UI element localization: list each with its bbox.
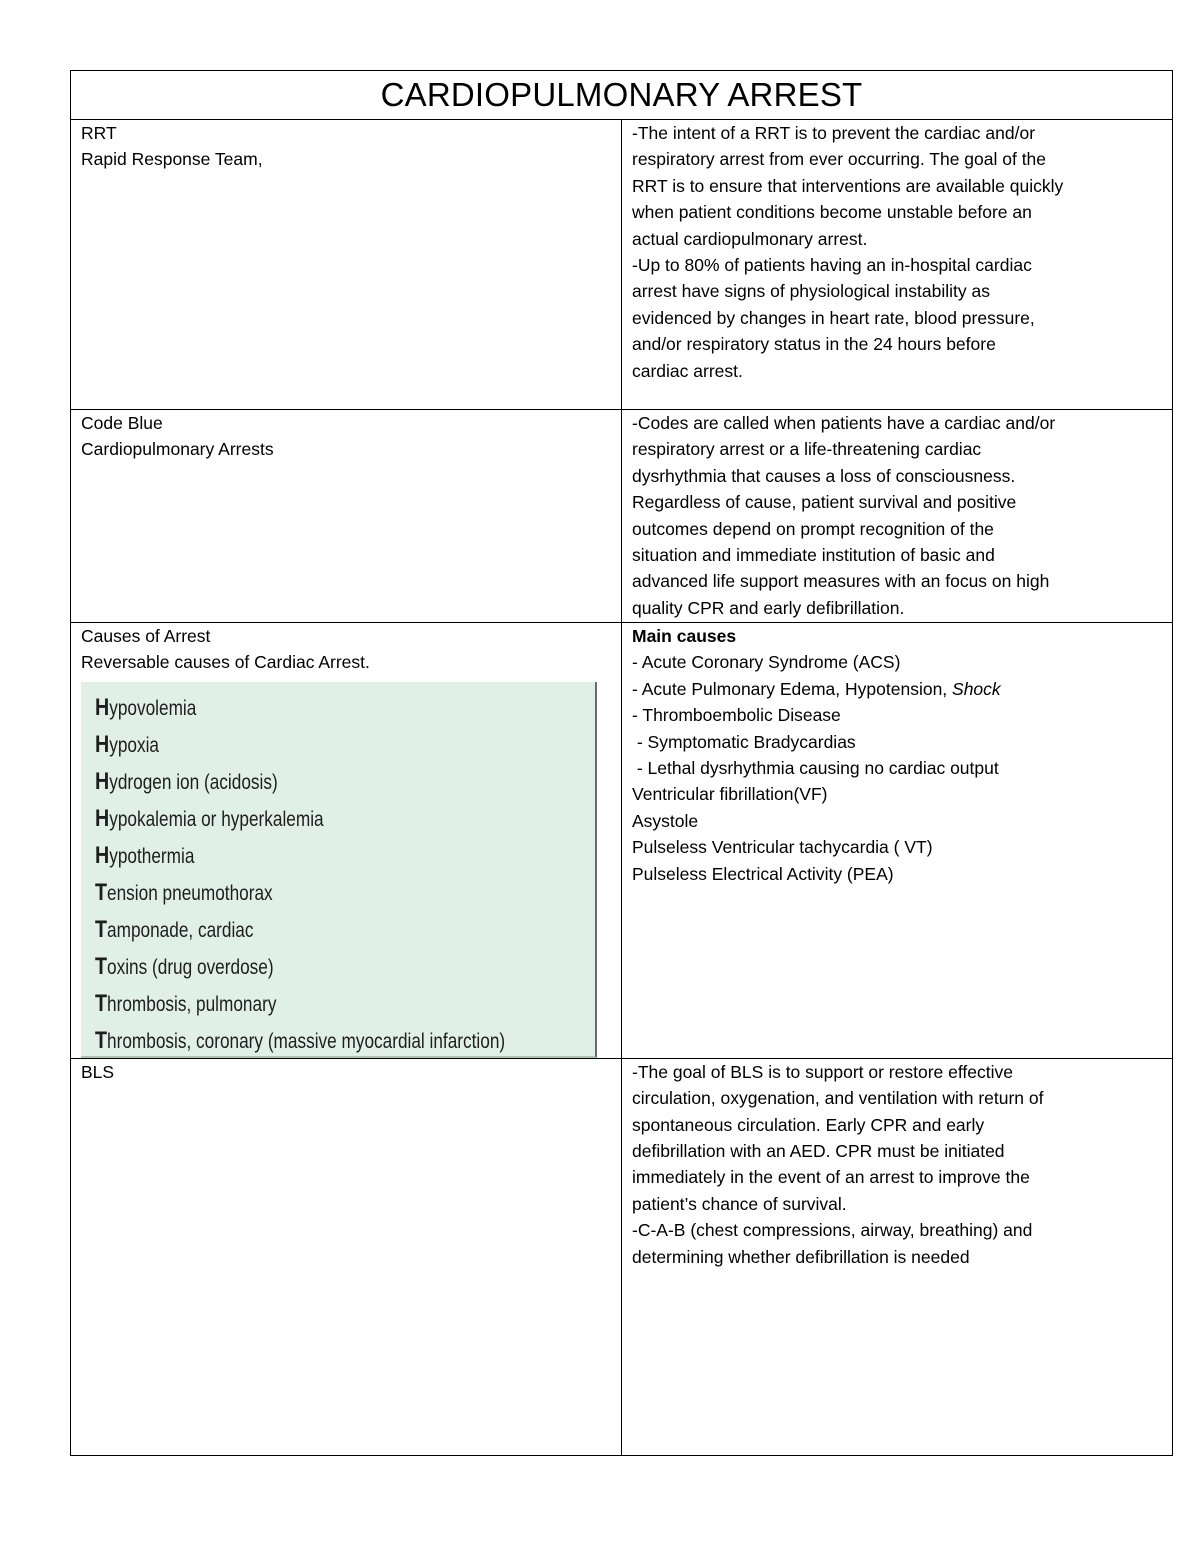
term-cell (71, 1058, 622, 1455)
term-cell (71, 410, 622, 623)
definition-line: patient’s chance of survival. (632, 1193, 847, 1214)
definition-line: advanced life support measures with an focus on high (632, 571, 1050, 592)
document-page (70, 70, 1173, 1456)
definition-line: -The intent of a RRT is to prevent the cardiac and/or (632, 123, 1036, 143)
term-line: Reversable causes of Cardiac Arrest. (81, 652, 370, 673)
table-row-code-blue (71, 410, 1173, 623)
definition-line: situation and immediate institution of basic and (632, 545, 995, 566)
definition-line: RRT is to ensure that interventions are available quickly (632, 175, 1064, 196)
cause-item: Hypokalemia or hyperkalemia (95, 804, 324, 832)
table-row-rrt (71, 120, 1173, 410)
term-line: BLS (81, 1061, 115, 1082)
definition-line: outcomes depend on prompt recognition of the (632, 518, 994, 539)
definition-cell (622, 120, 1173, 410)
definition-line: - Symptomatic Bradycardias (632, 731, 856, 752)
definition-line: quality CPR and early defibrillation. (632, 597, 905, 618)
definition-line: Pulseless Ventricular tachycardia ( VT) (632, 837, 933, 858)
title-cell (71, 71, 1173, 120)
definition-line: defibrillation with an AED. CPR must be initiated (632, 1141, 1005, 1162)
definition-line: -The goal of BLS is to support or restore effective (632, 1061, 1013, 1082)
table-row-causes (71, 623, 1173, 1059)
cause-item: Hypothermia (95, 841, 195, 869)
definition-line: spontaneous circulation. Early CPR and early (632, 1114, 985, 1135)
cause-item: Toxins (drug overdose) (95, 952, 274, 980)
definition-line: Ventricular fibrillation(VF) (632, 784, 828, 805)
cause-item: Thrombosis, pulmonary (95, 989, 277, 1017)
hs-and-ts-figure (81, 682, 597, 1058)
definition-line: - Acute Pulmonary Edema, Hypotension, Shock (632, 678, 1001, 699)
cause-item: Hydrogen ion (acidosis) (95, 767, 278, 795)
definition-line: when patient conditions become unstable before an (632, 202, 1032, 223)
definition-cell (622, 623, 1173, 1059)
term-cell (71, 120, 622, 410)
definition-line: -C-A-B (chest compressions, airway, breathing) and (632, 1220, 1033, 1241)
definition-line: dysrhythmia that causes a loss of consciousness. (632, 465, 1016, 486)
definition-line: circulation, oxygenation, and ventilation with return of (632, 1088, 1044, 1109)
cause-item: Hypoxia (95, 730, 159, 758)
page-title: CARDIOPULMONARY ARREST (380, 76, 863, 113)
definition-line: actual cardiopulmonary arrest. (632, 228, 868, 249)
term-cell (71, 623, 622, 1059)
definition-line: Asystole (632, 810, 699, 831)
section-heading: Main causes (632, 626, 737, 646)
definition-cell (622, 1058, 1173, 1455)
term-line: Causes of Arrest (81, 626, 211, 646)
term-line: Cardiopulmonary Arrests (81, 439, 274, 460)
cause-item: Hypovolemia (95, 693, 197, 721)
definition-line: determining whether defibrillation is needed (632, 1246, 970, 1267)
cause-item: Tamponade, cardiac (95, 915, 254, 943)
definition-line: cardiac arrest. (632, 360, 743, 381)
cause-item: Tension pneumothorax (95, 878, 273, 906)
definition-line: respiratory arrest from ever occurring. The goal of the (632, 149, 1047, 170)
definition-line: Regardless of cause, patient survival and positive (632, 492, 1017, 513)
term-line: RRT (81, 123, 117, 143)
definition-line: respiratory arrest or a life-threatening cardiac (632, 439, 982, 460)
definition-line: evidenced by changes in heart rate, blood pressure, (632, 307, 1035, 328)
definition-line: -Codes are called when patients have a cardiac and/or (632, 413, 1056, 433)
definition-line: -Up to 80% of patients having an in-hospital cardiac (632, 255, 1032, 276)
definition-line: immediately in the event of an arrest to improve the (632, 1167, 1030, 1188)
definition-line: arrest have signs of physiological instability as (632, 281, 990, 302)
cause-item: Thrombosis, coronary (massive myocardial infarction) (95, 1026, 506, 1054)
definition-cell (622, 410, 1173, 623)
definition-line: - Lethal dysrhythmia causing no cardiac output (632, 758, 999, 779)
definition-line: - Acute Coronary Syndrome (ACS) (632, 652, 901, 673)
definition-line: - Thromboembolic Disease (632, 705, 841, 726)
definition-line: Pulseless Electrical Activity (PEA) (632, 863, 894, 884)
term-line: Code Blue (81, 413, 163, 433)
notes-table (70, 70, 1173, 1456)
table-row-bls (71, 1058, 1173, 1455)
term-line: Rapid Response Team, (81, 149, 263, 170)
definition-line: and/or respiratory status in the 24 hours before (632, 334, 996, 355)
